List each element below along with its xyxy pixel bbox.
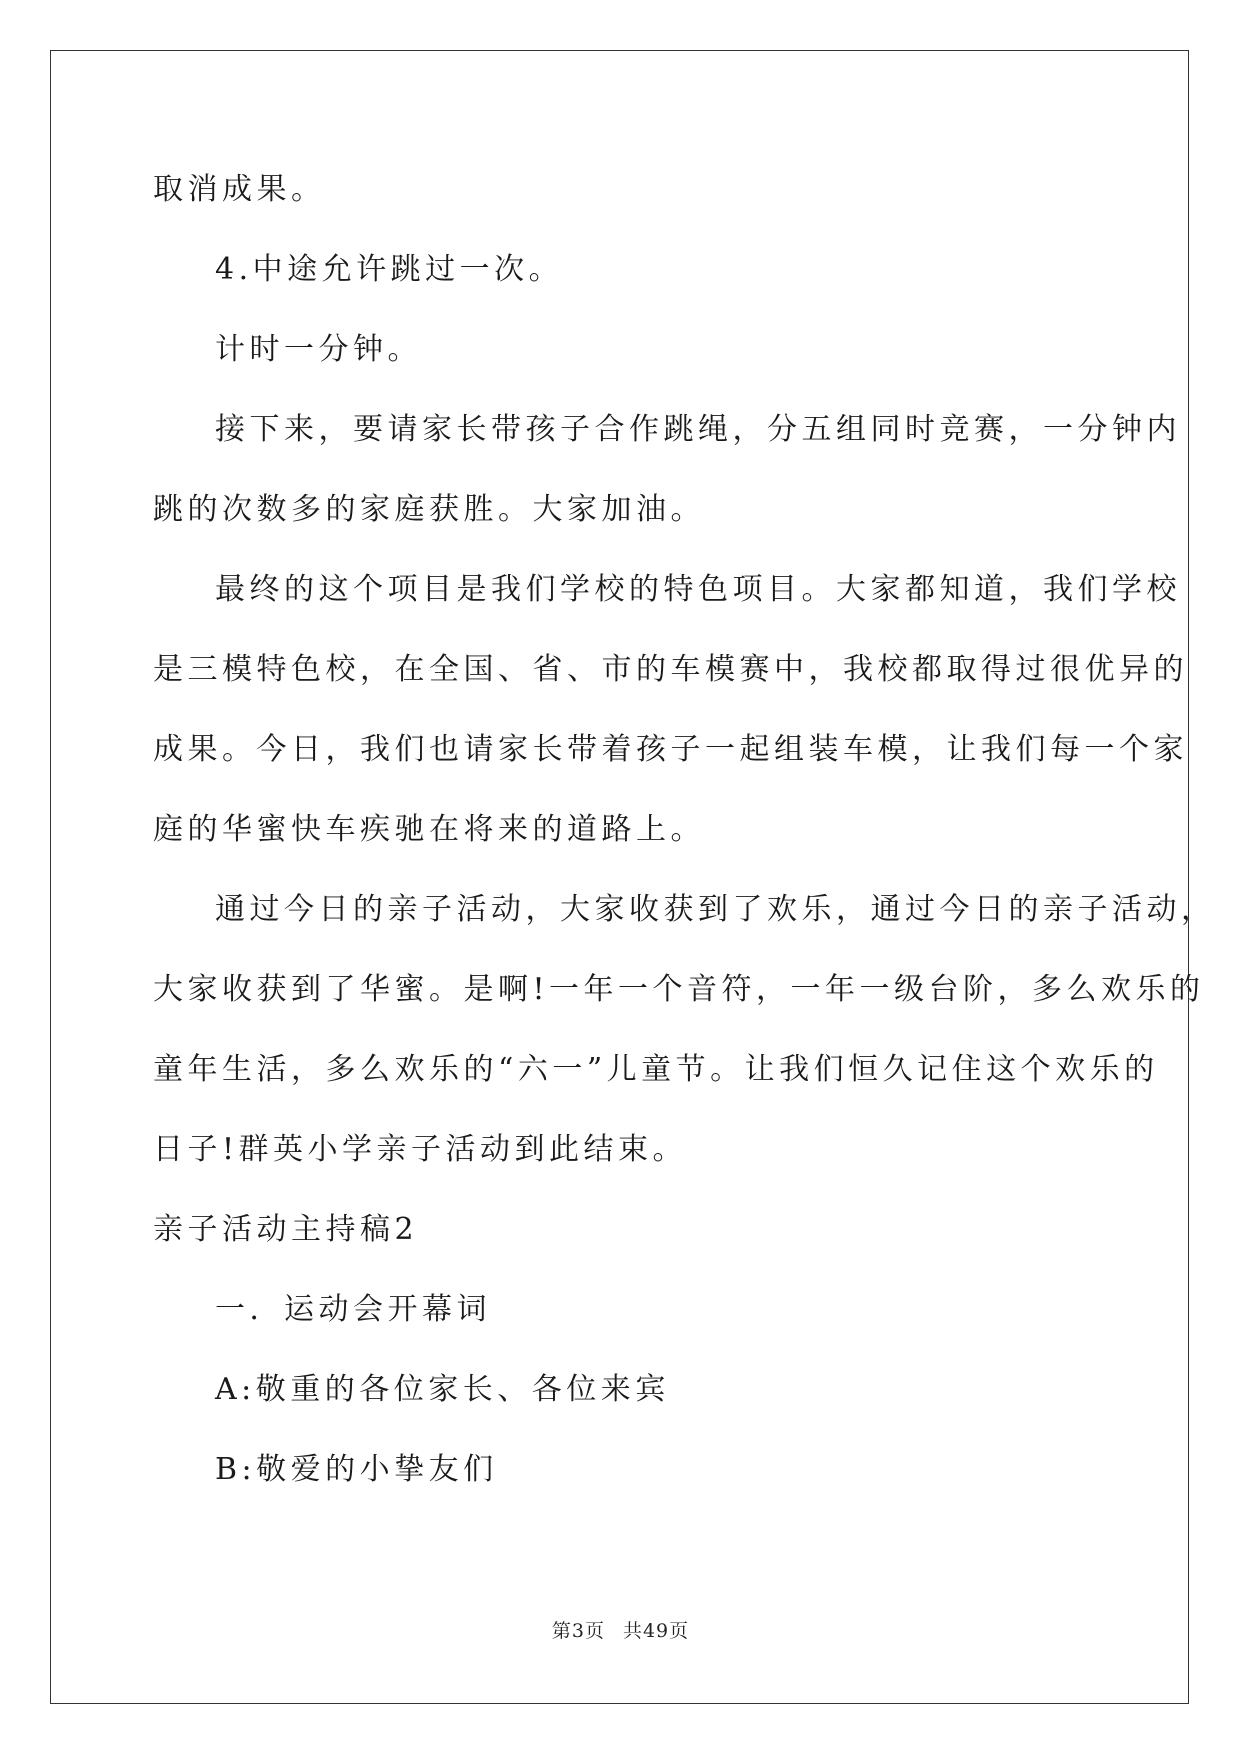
subsection-heading: 一．运动会开幕词 — [215, 1292, 491, 1327]
section-heading: 亲子活动主持稿2 — [153, 1212, 419, 1247]
text-line: 取消成果。 — [153, 172, 326, 207]
paragraph-text: 成果。今日，我们也请家长带着孩子一起组装车模，让我们每一个家 — [153, 732, 1188, 767]
paragraph-text: 是三模特色校，在全国、省、市的车模赛中，我校都取得过很优异的 — [153, 652, 1188, 687]
page-number: 第3页 — [551, 1620, 605, 1642]
page-total: 共49页 — [622, 1620, 690, 1642]
paragraph-text: 庭的华蜜快车疾驰在将来的道路上。 — [153, 812, 705, 847]
dialogue-line: A:敬重的各位家长、各位来宾 — [215, 1372, 670, 1407]
paragraph-text: 最终的这个项目是我们学校的特色项目。大家都知道，我们学校 — [215, 572, 1181, 607]
list-item-text: 4.中途允许跳过一次。 — [215, 252, 564, 287]
paragraph-text: 通过今日的亲子活动，大家收获到了欢乐，通过今日的亲子活动， — [215, 892, 1216, 927]
dialogue-line: B:敬爱的小挚友们 — [215, 1452, 498, 1487]
paragraph-text: 接下来，要请家长带孩子合作跳绳，分五组同时竞赛，一分钟内 — [215, 412, 1181, 447]
paragraph-text: 大家收获到了华蜜。是啊!一年一个音符，一年一级台阶，多么欢乐的 — [153, 972, 1205, 1007]
paragraph-text: 计时一分钟。 — [215, 332, 422, 367]
paragraph-text: 童年生活，多么欢乐的“六一”儿童节。让我们恒久记住这个欢乐的 — [153, 1052, 1159, 1087]
paragraph-text: 跳的次数多的家庭获胜。大家加油。 — [153, 492, 705, 527]
paragraph-text: 日子!群英小学亲子活动到此结束。 — [153, 1132, 688, 1167]
page-footer — [0, 1616, 1241, 1643]
